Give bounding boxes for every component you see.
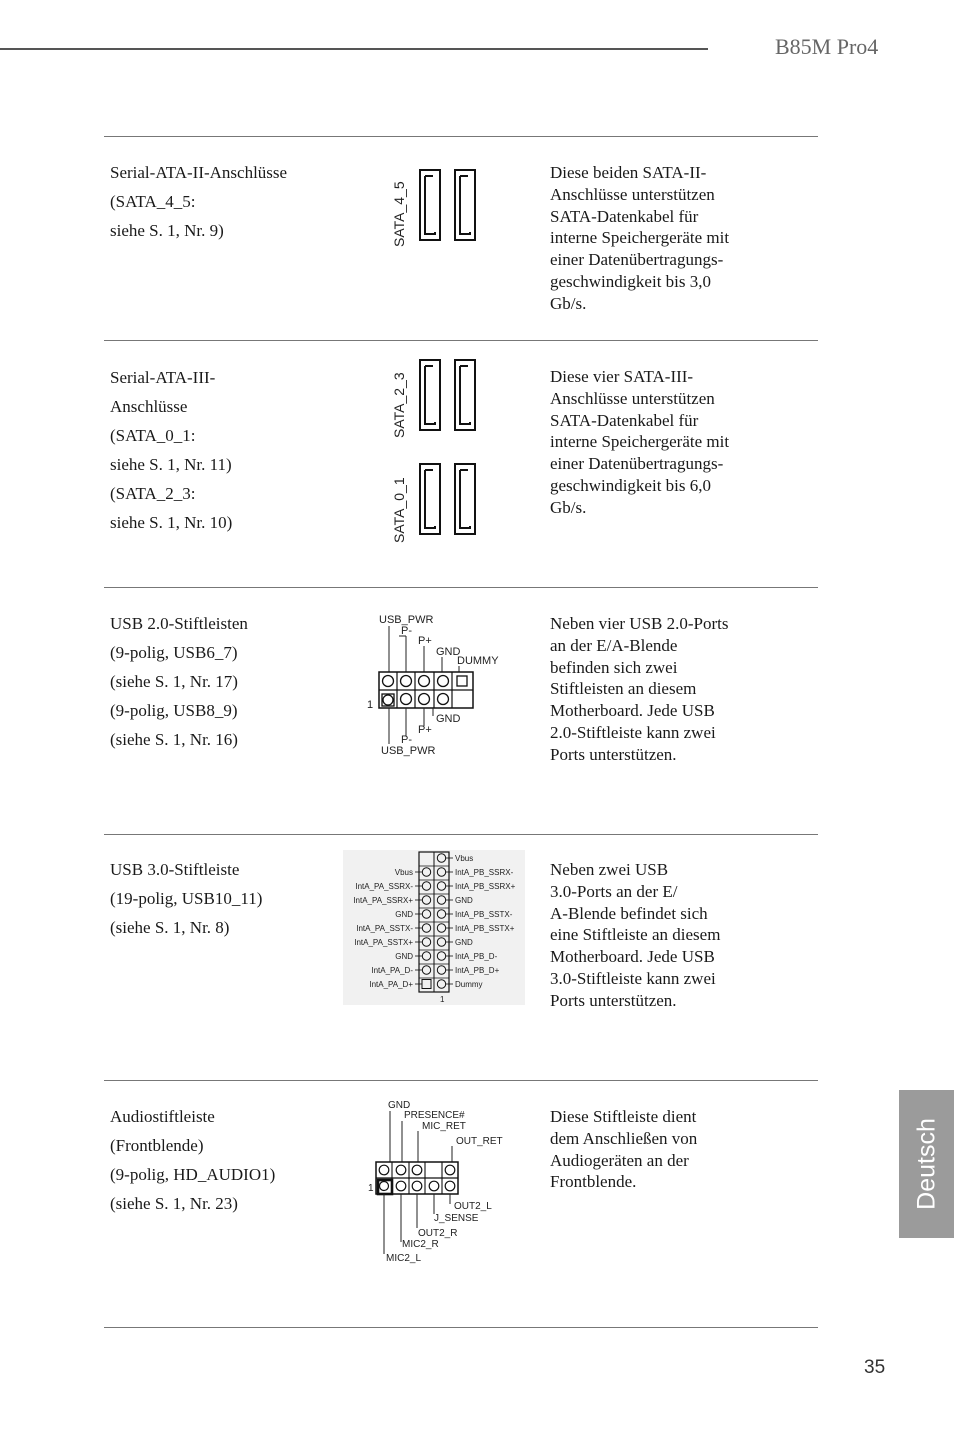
language-tab-label: Deutsch [912,1118,940,1210]
text-line: SATA-Datenkabel für [550,410,699,430]
text-line: Audiostiftleiste [110,1107,215,1126]
text-line: siehe S. 1, Nr. 9) [110,221,224,240]
section-divider [104,136,818,137]
sata3-explanation [550,366,780,519]
pin-label: GND [395,952,413,961]
pin-label: USB_PWR [379,614,434,626]
header-rule [0,48,708,50]
text-line: SATA-Datenkabel für [550,206,699,226]
pin-label: J_SENSE [434,1213,479,1224]
document-title: B85M Pro4 [775,34,879,59]
text-line: (siehe S. 1, Nr. 8) [110,918,230,937]
sata-4-5-connector-diagram [385,162,485,248]
section-divider [104,340,818,341]
text-line: (siehe S. 1, Nr. 17) [110,672,238,691]
pin-label: Vbus [394,868,413,877]
pin-label: MIC2_R [402,1239,439,1250]
text-line: 3.0-Stiftleiste kann zwei [550,968,716,988]
pin-label: IntA_PB_SSRX- [455,868,514,877]
text-line: geschwindigkeit bis 3,0 [550,271,712,291]
language-tab [899,1090,954,1238]
text-line: (9-polig, USB6_7) [110,643,238,662]
text-line: Anschlüsse unterstützen [550,184,715,204]
text-line: Stiftleisten an diesem [550,679,697,699]
section-divider [104,587,818,588]
text-line: Neben vier USB 2.0-Ports [550,614,729,633]
usb3-header-description [110,855,340,942]
text-line: Diese Stiftleiste dient [550,1107,697,1126]
pin-label: P+ [418,635,432,647]
pin-label: IntA_PA_SSTX- [356,924,413,933]
text-line: USB 2.0-Stiftleisten [110,614,248,633]
text-line: 3.0-Ports an der E/ [550,881,678,901]
usb3-header-pinout-diagram [343,850,525,1005]
connector-label: SATA_2_3 [391,372,407,438]
pin-label: IntA_PB_SSRX+ [455,882,516,891]
text-line: an der E/A-Blende [550,635,678,655]
pin-label: P- [401,734,412,746]
text-line: (Frontblende) [110,1136,204,1155]
text-line: (siehe S. 1, Nr. 16) [110,730,238,749]
text-line: Frontblende. [550,1172,637,1192]
pin-one-label: 1 [367,699,374,711]
pin-one-label: 1 [440,995,445,1004]
audio-header-pinout-diagram [364,1096,509,1268]
pin-label: P+ [418,724,432,736]
pin-label: P- [401,625,412,637]
pin-label: DUMMY [457,655,499,667]
text-line: A-Blende befindet sich [550,903,708,923]
text-line: einer Datenübertragungs- [550,250,724,270]
sata3-header-description [110,363,340,537]
pin-label: USB_PWR [381,745,436,757]
pin-label: PRESENCE# [404,1110,465,1121]
pin-label: GND [455,938,473,947]
pin-label: Dummy [455,980,483,989]
text-line: Diese beiden SATA-II- [550,163,707,182]
audio-explanation [550,1106,780,1193]
pin-label: IntA_PA_D- [371,966,413,975]
sata-0-3-connector-diagram [385,352,485,548]
text-line: Gb/s. [550,293,587,313]
text-line: dem Anschließen von [550,1128,698,1148]
usb2-header-pinout-diagram [364,610,514,760]
text-line: geschwindigkeit bis 6,0 [550,475,712,495]
text-line: Neben zwei USB [550,860,669,879]
text-line: (9-polig, USB8_9) [110,701,238,720]
text-line: Motherboard. Jede USB [550,947,715,967]
pin-label: IntA_PA_SSTX+ [354,938,413,947]
pin-label: GND [436,646,461,658]
text-line: USB 3.0-Stiftleiste [110,860,240,879]
text-line: interne Speichergeräte mit [550,228,730,248]
pin-label: OUT2_L [454,1201,492,1212]
text-line: 2.0-Stiftleiste kann zwei [550,722,716,742]
usb2-header-description [110,609,340,754]
connector-label: SATA_0_1 [391,477,407,543]
pin-label: GND [395,910,413,919]
text-line: (9-polig, HD_AUDIO1) [110,1165,276,1184]
text-line: (SATA_4_5: [110,192,196,211]
text-line: (SATA_2_3: [110,484,196,503]
pin-label: OUT_RET [456,1136,503,1147]
pin-label: MIC2_L [386,1253,422,1264]
text-line: (siehe S. 1, Nr. 23) [110,1194,238,1213]
text-line: einer Datenübertragungs- [550,454,724,474]
sata2-explanation [550,162,780,315]
pin-label: GND [436,713,461,725]
section-divider [104,1080,818,1081]
pin-label: Vbus [455,854,474,863]
text-line: interne Speichergeräte mit [550,432,730,452]
pin-label: GND [388,1100,411,1111]
audio-header-description [110,1102,340,1218]
text-line: Motherboard. Jede USB [550,701,715,721]
text-line: Audiogeräten an der [550,1150,689,1170]
text-line: siehe S. 1, Nr. 10) [110,513,233,532]
text-line: Serial-ATA-II-Anschlüsse [110,163,288,182]
pin-label: OUT2_R [418,1228,458,1239]
page-number: 35 [864,1357,886,1378]
text-line: Serial-ATA-III- [110,368,216,387]
text-line: Ports unterstützen. [550,744,677,764]
text-line: siehe S. 1, Nr. 11) [110,455,232,474]
text-line: Anschlüsse [110,397,188,416]
pin-label: GND [455,896,473,905]
pin-label: IntA_PB_D+ [455,966,500,975]
text-line: Anschlüsse unterstützen [550,388,715,408]
pin-label: MIC_RET [422,1121,466,1132]
text-line: Diese vier SATA-III- [550,367,694,386]
sata2-header-description [110,158,340,245]
section-divider [104,834,818,835]
text-line: (SATA_0_1: [110,426,196,445]
text-line: befinden sich zwei [550,657,678,677]
usb3-explanation [550,859,780,1012]
pin-label: IntA_PA_SSRX+ [353,896,413,905]
text-line: (19-polig, USB10_11) [110,889,263,908]
connector-label: SATA_4_5 [391,181,407,247]
text-line: Ports unterstützen. [550,990,677,1010]
pin-label: IntA_PA_D+ [369,980,413,989]
pin-label: IntA_PA_SSRX- [355,882,413,891]
text-line: Gb/s. [550,497,587,517]
pin-label: IntA_PB_SSTX+ [455,924,515,933]
pin-label: IntA_PB_D- [455,952,498,961]
usb2-explanation [550,613,780,766]
pin-one-label: 1 [368,1183,374,1194]
text-line: eine Stiftleiste an diesem [550,925,721,945]
pin-label: IntA_PB_SSTX- [455,910,513,919]
section-divider [104,1327,818,1328]
